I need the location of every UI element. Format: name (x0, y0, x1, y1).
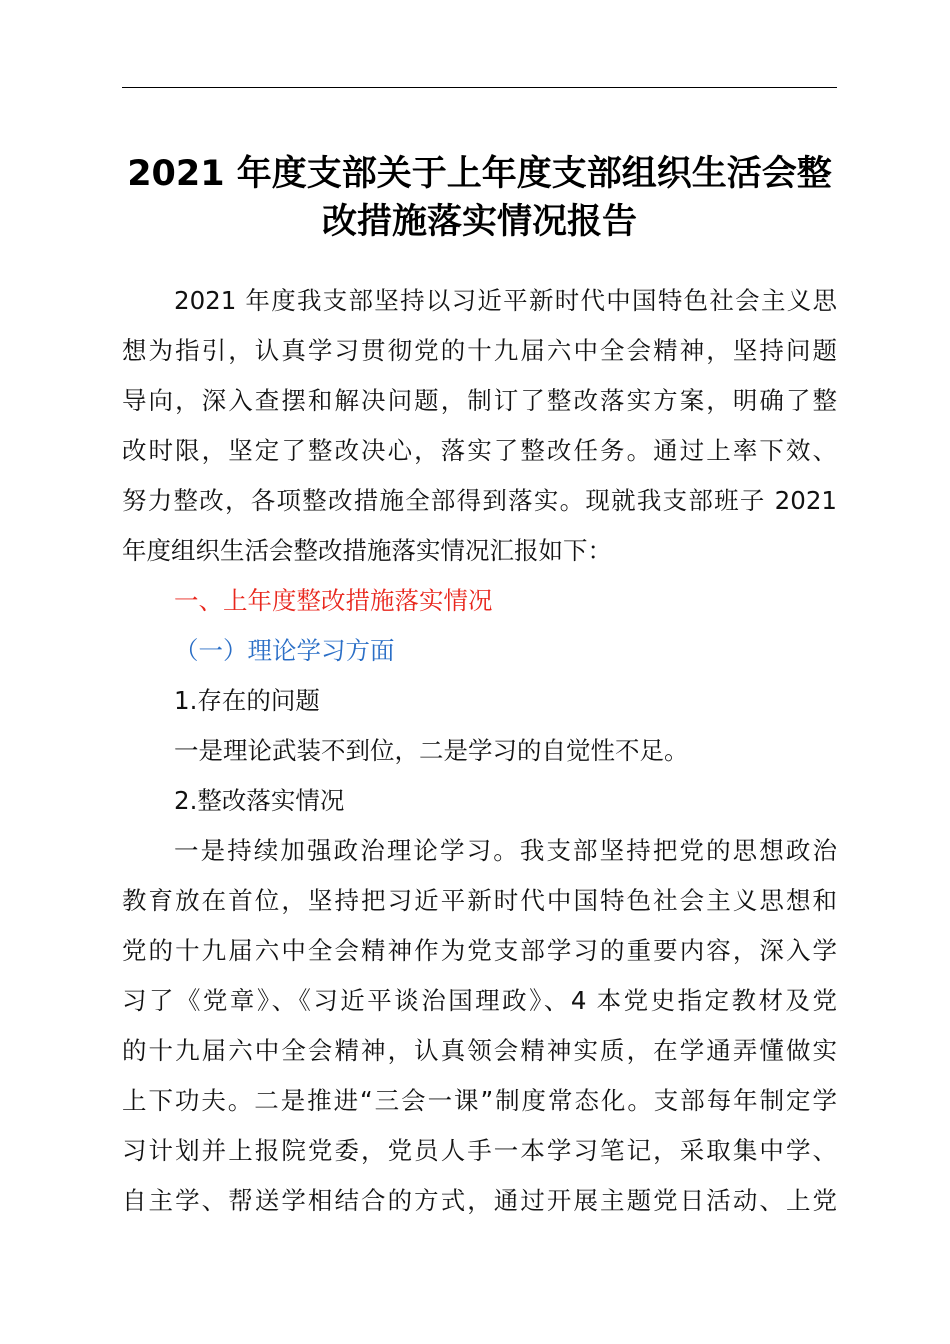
item1-text: 一是理论武装不到位，二是学习的自觉性不足。 (174, 736, 689, 765)
section-heading: 一、上年度整改措施落实情况 (174, 586, 493, 615)
intro-line: 努力整改，各项整改措施全部得到落实。现就我支部班子 2021 (122, 486, 837, 515)
item2-line: 习了《党章》、《习近平谈治国理政》、4 本党史指定教材及党 (122, 986, 837, 1015)
intro-line: 年度组织生活会整改措施落实情况汇报如下： (122, 536, 612, 565)
item1-label: 1.存在的问题 (174, 686, 320, 715)
item2-line: 党的十九届六中全会精神作为党支部学习的重要内容，深入学 (122, 936, 837, 965)
header-divider (122, 87, 837, 88)
intro-line: 导向，深入查摆和解决问题，制订了整改落实方案，明确了整 (122, 386, 837, 415)
intro-line: 想为指引，认真学习贯彻党的十九届六中全会精神，坚持问题 (122, 336, 837, 365)
item2-line: 上下功夫。二是推进“三会一课”制度常态化。支部每年制定学 (122, 1086, 837, 1115)
item2-line: 自主学、帮送学相结合的方式，通过开展主题党日活动、上党 (122, 1186, 837, 1215)
document-body (122, 276, 837, 1226)
intro-line: 改时限，坚定了整改决心，落实了整改任务。通过上率下效、 (122, 436, 837, 465)
item2-label: 2.整改落实情况 (174, 786, 345, 815)
intro-line: 2021 年度我支部坚持以习近平新时代中国特色社会主义思 (174, 286, 837, 315)
subsection-heading: （一）理论学习方面 (174, 636, 395, 665)
item2-line: 习计划并上报院党委，党员人手一本学习笔记，采取集中学、 (122, 1136, 837, 1165)
title-line: 改措施落实情况报告 (321, 202, 637, 242)
item2-line: 一是持续加强政治理论学习。我支部坚持把党的思想政治 (174, 836, 837, 865)
item2-line: 的十九届六中全会精神，认真领会精神实质，在学通弄懂做实 (122, 1036, 837, 1065)
item2-line: 教育放在首位，坚持把习近平新时代中国特色社会主义思想和 (122, 886, 837, 915)
title-line: 2021 年度支部关于上年度支部组织生活会整 (127, 154, 832, 194)
document-title (122, 150, 837, 246)
